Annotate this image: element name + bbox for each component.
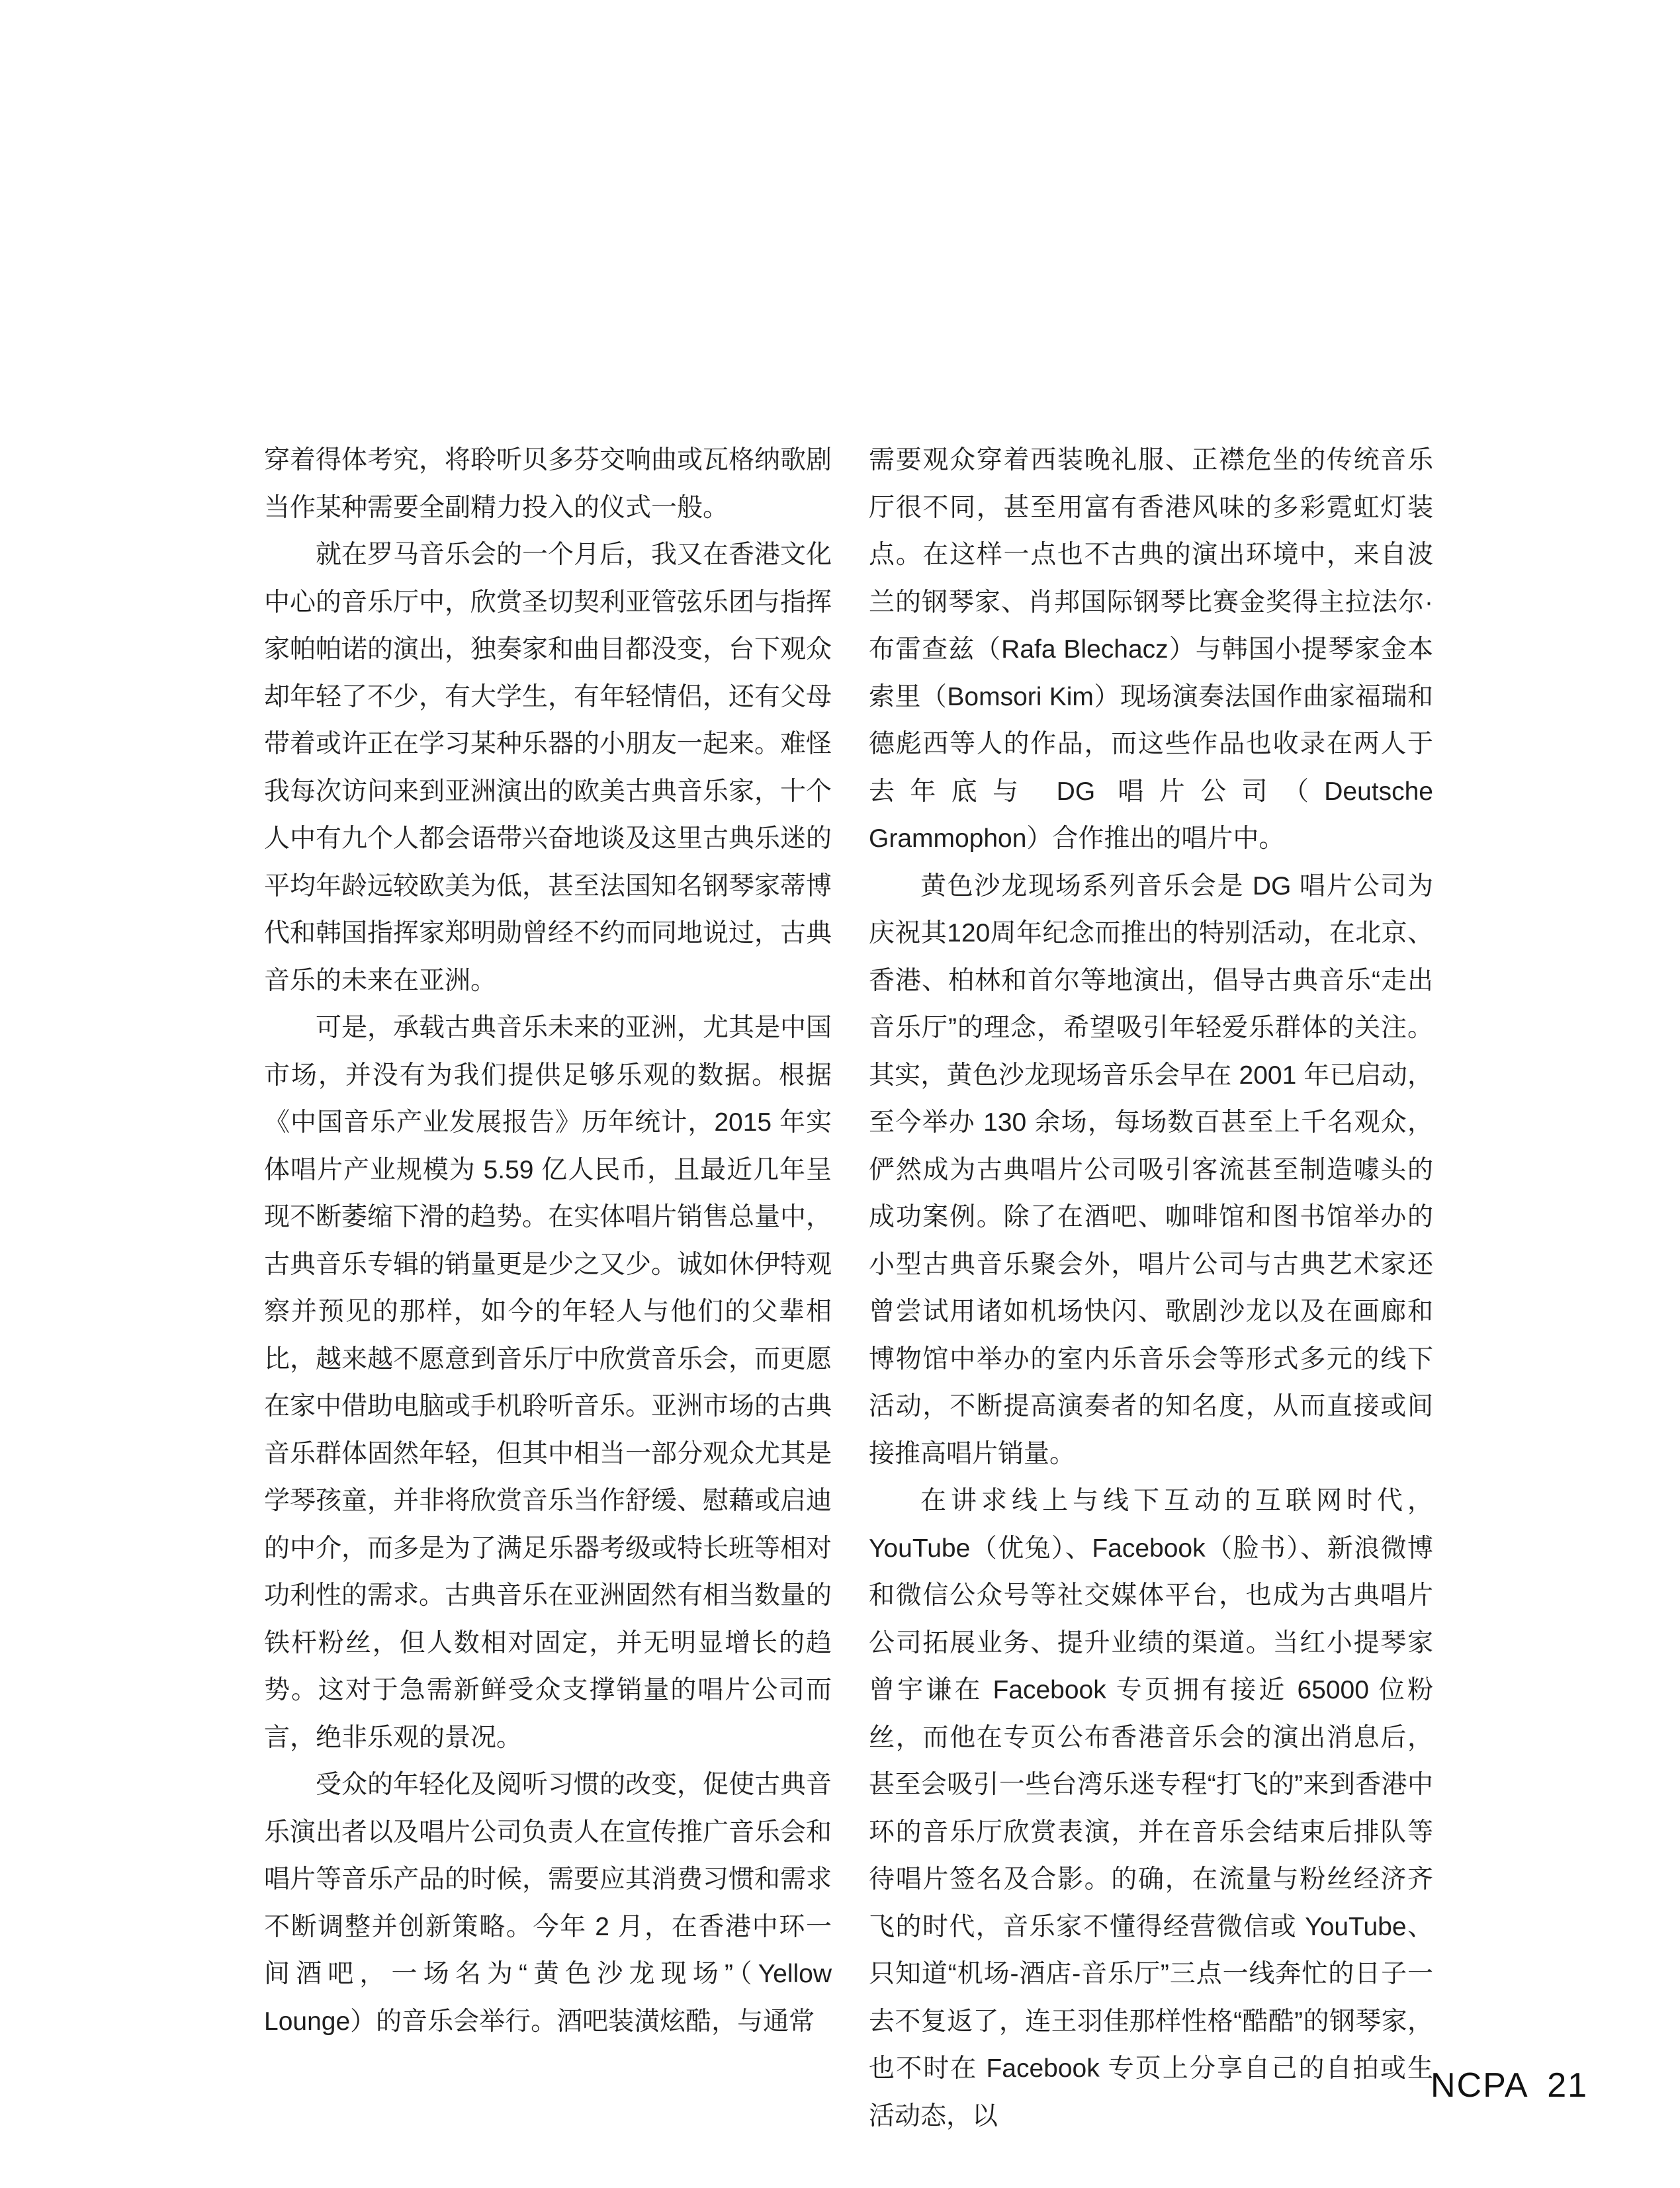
article-paragraph: 受众的年轻化及阅听习惯的改变，促使古典音乐演出者以及唱片公司负责人在宣传推广音乐会和唱片等音乐产品的时候，需要应其消费习惯和需求不断调整并创新策略。今年 2 月，在香港中环一间酒吧，一场名为“黄色沙龙现场”（Yellow Lounge）的音乐会举行。酒吧装潢炫酷，与通常 (264, 1771, 832, 2036)
article-column-left (264, 437, 832, 2045)
article-paragraph: 需要观众穿着西装晚礼服、正襟危坐的传统音乐厅很不同，甚至用富有香港风味的多彩霓虹灯装点。在这样一点也不古典的演出环境中，来自波兰的钢琴家、肖邦国际钢琴比赛金奖得主拉法尔·布雷查兹（Rafa Blechacz）与韩国小提琴家金本索里（Bomsori Kim）现场演奏法国作曲家福瑞和德彪西等人的作品，而这些作品也收录在两人于去年底与 DG 唱片公司（Deutsche Grammophon）合作推出的唱片中。 (869, 446, 1433, 853)
page-number: NCPA 21 (1431, 2066, 1589, 2105)
article-paragraph: 穿着得体考究，将聆听贝多芬交响曲或瓦格纳歌剧当作某种需要全副精力投入的仪式一般。 (264, 446, 832, 522)
article-paragraph: 黄色沙龙现场系列音乐会是 DG 唱片公司为庆祝其120周年纪念而推出的特别活动，在北京、香港、柏林和首尔等地演出，倡导古典音乐“走出音乐厅”的理念，希望吸引年轻爱乐群体的关注。其实，黄色沙龙现场音乐会早在 2001 年已启动，至今举办 130 余场，每场数百甚至上千名观众，俨然成为古典唱片公司吸引客流甚至制造噱头的成功案例。除了在酒吧、咖啡馆和图书馆举办的小型古典音乐聚会外，唱片公司与古典艺术家还曾尝试用诸如机场快闪、歌剧沙龙以及在画廊和博物馆中举办的室内乐音乐会等形式多元的线下活动，不断提高演奏者的知名度，从而直接或间接推高唱片销量。 (869, 871, 1433, 1468)
article-column-right (869, 437, 1433, 2140)
page-footer (1431, 2068, 1588, 2103)
article-paragraph: 在讲求线上与线下互动的互联网时代，YouTube（优兔）、Facebook（脸书）、新浪微博和微信公众号等社交媒体平台，也成为古典唱片公司拓展业务、提升业绩的渠道。当红小提琴家曾宇谦在 Facebook 专页拥有接近 65000 位粉丝，而他在专页公布香港音乐会的演出消息后，甚至会吸引一些台湾乐迷专程“打飞的”来到香港中环的音乐厅欣赏表演，并在音乐会结束后排队等待唱片签名及合影。的确，在流量与粉丝经济齐飞的时代，音乐家不懂得经营微信或 YouTube、只知道“机场-酒店-音乐厅”三点一线奔忙的日子一去不复返了，连王羽佳那样性格“酷酷”的钢琴家，也不时在 Facebook 专页上分享自己的自拍或生活动态，以 (869, 1487, 1433, 2130)
article-paragraph: 就在罗马音乐会的一个月后，我又在香港文化中心的音乐厅中，欣赏圣切契利亚管弦乐团与指挥家帕帕诺的演出，独奏家和曲目都没变，台下观众却年轻了不少，有大学生，有年轻情侣，还有父母带着或许正在学习某种乐器的小朋友一起来。难怪我每次访问来到亚洲演出的欧美古典音乐家，十个人中有九个人都会语带兴奋地谈及这里古典乐迷的平均年龄远较欧美为低，甚至法国知名钢琴家蒂博代和韩国指挥家郑明勋曾经不约而同地说过，古典音乐的未来在亚洲。 (264, 541, 832, 995)
article-paragraph: 可是，承载古典音乐未来的亚洲，尤其是中国市场，并没有为我们提供足够乐观的数据。根据《中国音乐产业发展报告》历年统计，2015 年实体唱片产业规模为 5.59 亿人民币，且最近几年呈现不断萎缩下滑的趋势。在实体唱片销售总量中，古典音乐专辑的销量更是少之又少。诚如休伊特观察并预见的那样，如今的年轻人与他们的父辈相比，越来越不愿意到音乐厅中欣赏音乐会，而更愿在家中借助电脑或手机聆听音乐。亚洲市场的古典音乐群体固然年轻，但其中相当一部分观众尤其是学琴孩童，并非将欣赏音乐当作舒缓、慰藉或启迪的中介，而多是为了满足乐器考级或特长班等相对功利性的需求。古典音乐在亚洲固然有相当数量的铁杆粉丝，但人数相对固定，并无明显增长的趋势。这对于急需新鲜受众支撑销量的唱片公司而言，绝非乐观的景况。 (264, 1014, 832, 1752)
